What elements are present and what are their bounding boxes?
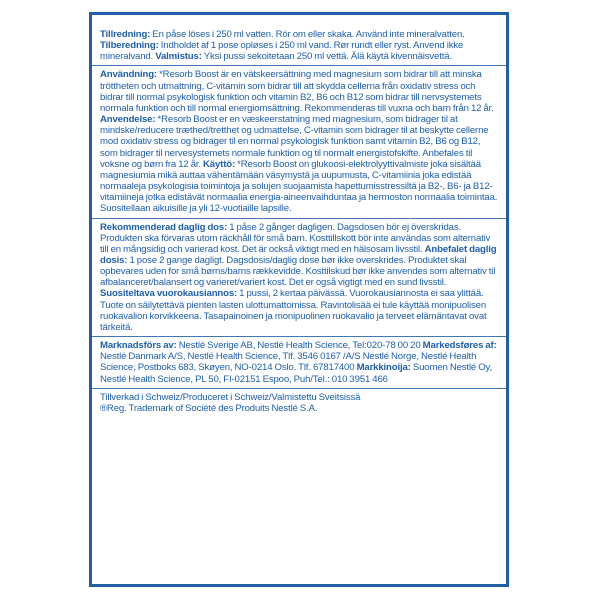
dosage-title-sv: Rekommenderad daglig dos: [100, 221, 228, 233]
marketing-text-fi: Suomen Nestlé Oy, Nestlé Health Science, PL 50, FI-02151 Espoo, Puh/Tel.: 010 3951 466 [100, 362, 492, 385]
dosage-text-fi: 1 pussi, 2 kertaa päivässä. Vuorokausiannosta ei saa ylittää. Tuote on säilytettävä pienten lasten ulottumattomissa. Ravintolisää ei tule käyttää monipuolisen ruokavalion korvikkeena. Tasapainoinen ja monipuolinen ruokavalio ja terveet elämäntavat ovat tärkeitä. [100, 288, 487, 333]
usage-title-da: Anvendelse: [100, 114, 156, 126]
dosage-text-da: 1 pose 2 gange dagligt. Dagsdosis/daglig dose bør ikke overskrides. Produktet skal opbevares uden for små børns/barns rækkevidde. Kosttilskud bør ikke anvendes som alternativ til afbalanceret/balansert og varieret/variert kost. Det er også vigtigt med en sund livsstil. [100, 254, 496, 289]
usage-title-sv: Användning: [100, 69, 157, 81]
dosage-title-fi: Suositeltava vuorokausiannos: [100, 288, 238, 300]
divider [92, 218, 506, 219]
marketing-title-fi: Markkinoija: [356, 362, 411, 374]
prep-title-fi: Valmistus: [155, 51, 202, 63]
divider [92, 336, 506, 337]
usage-text-fi: *Resorb Boost on glukoosi-elektrolyyttivalmiste joka sisältää magnesiumia mikä auttaa vähentämään väsymystä ja uupumusta, C-vitamiinia joka edistää normaaleja psykologisia toimintoja ja solujen suojaamista hapettumisstressiltä ja B2-, B6- ja B12-vitamiineja jotka edistävät normaalia energia-aineenvaihduntaa ja hermoston normaalia toimintaa. Suositellaan aikuisille ja yli 12-vuotiaille lapsille. [100, 158, 498, 215]
marketing-section [100, 340, 500, 385]
footer-section [100, 392, 500, 414]
marketing-title-sv: Marknadsförs av: [100, 340, 177, 352]
preparation-section [100, 29, 500, 62]
product-label-panel [89, 12, 509, 587]
marketing-title-da: Markedsføres af: [422, 340, 497, 352]
usage-text-da: *Resorb Boost er en væskeerstatning med magnesium, som bidrager til at mindske/reducere træthed/tretthet og udmattelse, C-vitamin som bidrager til at beskytte cellerne mod oxidativ stress og bidrager til en normal psykologisk funktion samt vitamin B2, B6 og B12, som bidrager til nervesystemets normale funktion og til normalt energistofskifte. Anbefales til voksne og børn fra 12 år. [100, 114, 489, 170]
manufactured-in-text: Tillverkad i Schweiz/Produceret i Schweiz/Valmistettu Sveitsissä [100, 391, 361, 403]
prep-title-sv: Tillredning: [100, 29, 151, 40]
usage-title-fi: Käyttö: [203, 158, 236, 170]
prep-title-da: Tilberedning: [100, 40, 159, 52]
usage-section [100, 69, 500, 214]
prep-text-sv: En påse löses i 250 ml vatten. Rör om eller skaka. Använd inte mineralvatten. [150, 29, 465, 40]
divider [92, 65, 506, 66]
dosage-title-da: Anbefalet daglig dosis: [100, 243, 497, 266]
marketing-text-sv: Nestlé Sverige AB, Nestlé Health Science, Tel:020-78 00 20 [176, 340, 423, 352]
dosage-text-sv: 1 påse 2 gånger dagligen. Dagsdosen bör ej överskridas. Produkten ska förvaras utom räckhåll för små barn. Kosttillskott bör inte användas som alternativ till en mångsidig och varierad kost. Det är också viktigt med en hälsosam livsstil. [100, 221, 491, 255]
prep-text-fi: Yksi pussi sekoitetaan 250 ml vettä. Älä käytä kivennäisvettä. [201, 51, 452, 63]
trademark-text: ®Reg. Trademark of Société des Produits Nestlé S.A. [100, 402, 318, 414]
usage-text-sv: *Resorb Boost är en vätskeersättning med magnesium som bidrar till att minska tröttheten och utmattning, C-vitamin som bidrar till att skydda cellerna från oxidativ stress och bidrar till normal psykologisk funktion och vitamin B2, B6 och B12 som bidrar till nervsystemets normala funktion och till normal energiomsättning. Rekommenderas till vuxna och barn från 12 år. [100, 69, 494, 114]
dosage-section [100, 222, 500, 334]
prep-text-da: Indholdet af 1 pose opløses i 250 ml vand. Rør rundt eller ryst. Anvend ikke mineralvand. [100, 40, 464, 63]
marketing-text-da: Nestlé Danmark A/S, Nestlé Health Science, Tlf. 3546 0167 /A/S Nestlé Norge, Nestlé Health Science, Postboks 683, Skøyen, NO-0214 Oslo. Tlf. 67817400 [100, 351, 477, 374]
divider [92, 388, 506, 389]
